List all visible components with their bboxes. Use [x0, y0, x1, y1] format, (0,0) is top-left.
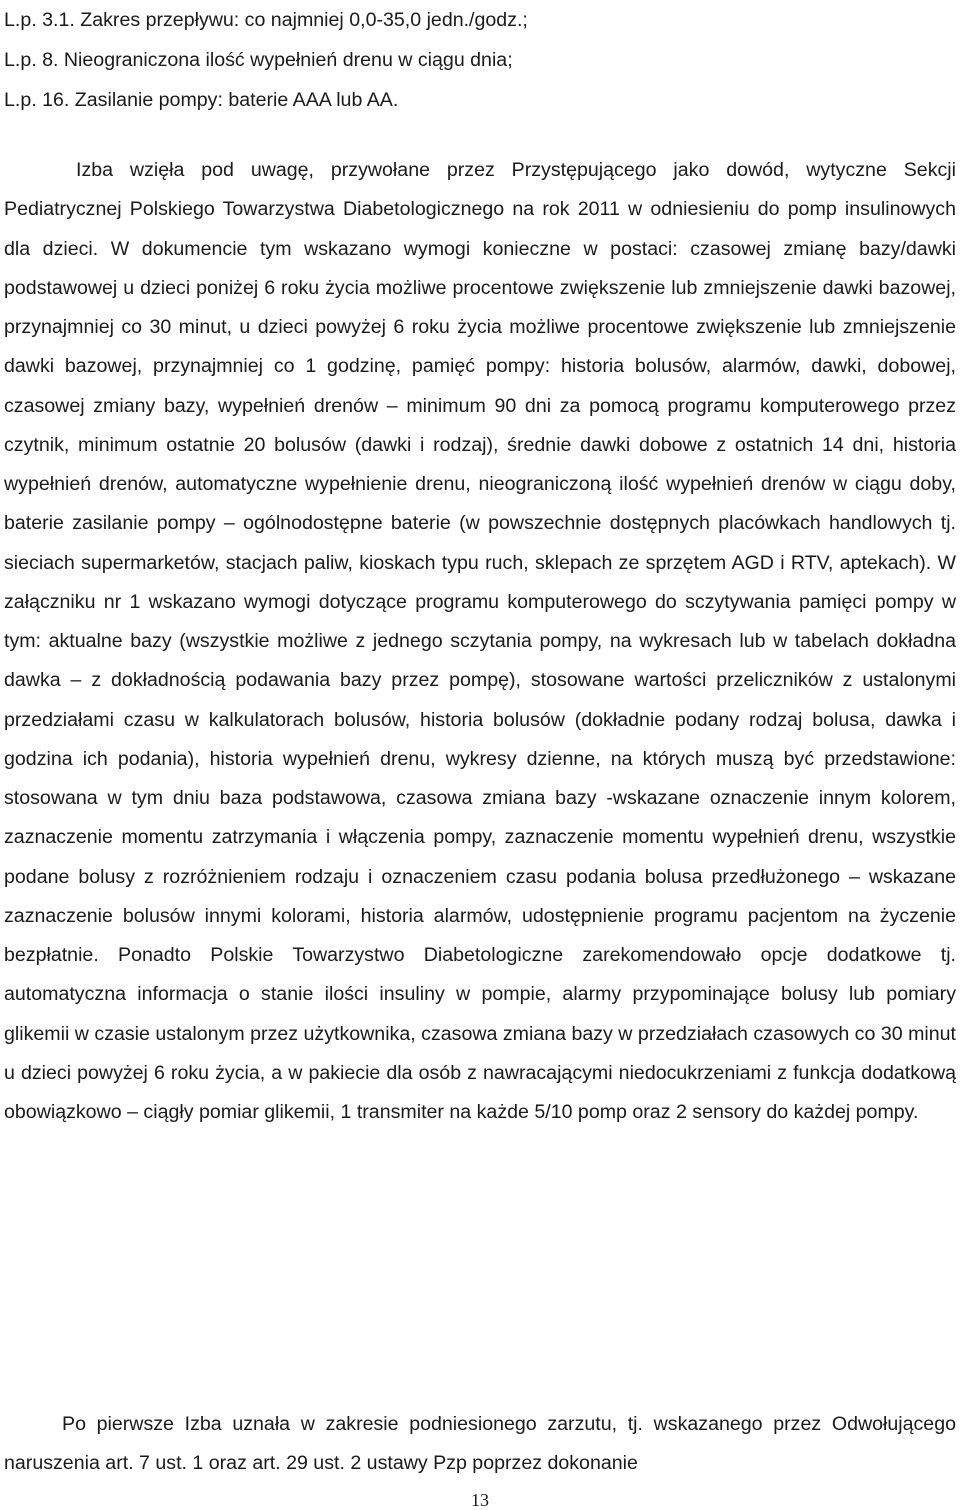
body-paragraph: Po pierwsze Izba uznała w zakresie podniesionego zarzutu, tj. wskazanego przez Odwołującego naruszenia art. 7 ust. 1 oraz art. 29 ust. 2 ustawy Pzp poprzez dokonanie: [4, 1413, 956, 1474]
page-number: 13: [471, 1490, 489, 1510]
list-item: L.p. 3.1. Zakres przepływu: co najmniej 0,0-35,0 jedn./godz.;: [4, 9, 528, 31]
requirements-list: [4, 0, 954, 120]
list-item: L.p. 8. Nieograniczona ilość wypełnień drenu w ciągu dnia;: [4, 49, 513, 71]
body-paragraph: Izba wzięła pod uwagę, przywołane przez Przystępującego jako dowód, wytyczne Sekcji Pediatrycznej Polskiego Towarzystwa Diabetologicznego na rok 2011 w odniesieniu do pomp insulinowych dla dzieci. W dokumencie tym wskazano wymogi konieczne w postaci: czasowej zmianę bazy/dawki podstawowej u dzieci poniżej 6 roku życia możliwe procentowe zwiększenie lub zmniejszenie dawki bazowej, przynajmniej co 30 minut, u dzieci powyżej 6 roku życia możliwe procentowe zwiększenie lub zmniejszenie dawki bazowej, przynajmniej co 1 godzinę, pamięć pompy: historia bolusów, alarmów, dawki, dobowej, czasowej zmiany bazy, wypełnień drenów – minimum 90 dni za pomocą programu komputerowego przez czytnik, minimum ostatnie 20 bolusów (dawki i rodzaj), średnie dawki dobowe z ostatnich 14 dni, historia wypełnień drenów, automatyczne wypełnienie drenu, nieograniczoną ilość wypełnień drenów w ciągu doby, baterie zasilanie pompy – ogólnodostępne baterie (w powszechnie dostępnych placówkach handlowych tj. sieciach supermarketów, stacjach paliw, kioskach typu ruch, sklepach ze sprzętem AGD i RTV, aptekach). W załączniku nr 1 wskazano wymogi dotyczące programu komputerowego do sczytywania pamięci pompy w tym: aktualne bazy (wszystkie możliwe z jednego sczytania pompy, na wykresach lub w tabelach dokładna dawka – z dokładnością podawania bazy przez pompę), stosowane wartości przeliczników z ustalonymi przedziałami czasu w kalkulatorach bolusów, historia bolusów (dokładnie podany rodzaj bolusa, dawka i godzina ich podania), historia wypełnień drenu, wykresy dzienne, na których muszą być przedstawione: stosowana w tym dniu baza podstawowa, czasowa zmiana bazy -wskazane oznaczenie innym kolorem, zaznaczenie momentu zatrzymania i włączenia pompy, zaznaczenie momentu wypełnień drenu, wszystkie podane bolusy z rozróżnieniem rodzaju i oznaczeniem czasu podania bolusa przedłużonego – wskazane zaznaczenie bolusów innymi kolorami, historia alarmów, udostępnienie programu pacjentom na życzenie bezpłatnie. Ponadto Polskie Towarzystwo Diabetologiczne zarekomendowało opcje dodatkowe tj. automatyczna informacja o stanie ilości insuliny w pompie, alarmy przypominające bolusy lub pomiary glikemii w czasie ustalonym przez użytkownika, czasowa zmiana bazy w przedziałach czasowych co 30 minut u dzieci powyżej 6 roku życia, a w pakiecie dla osób z nawracającymi niedocukrzeniami z funkcja dodatkową obowiązkowo – ciągły pomiar glikemii, 1 transmiter na każde 5/10 pomp oraz 2 sensory do każdej pompy.: [4, 159, 956, 1123]
list-item: L.p. 16. Zasilanie pompy: baterie AAA lub AA.: [4, 89, 399, 111]
